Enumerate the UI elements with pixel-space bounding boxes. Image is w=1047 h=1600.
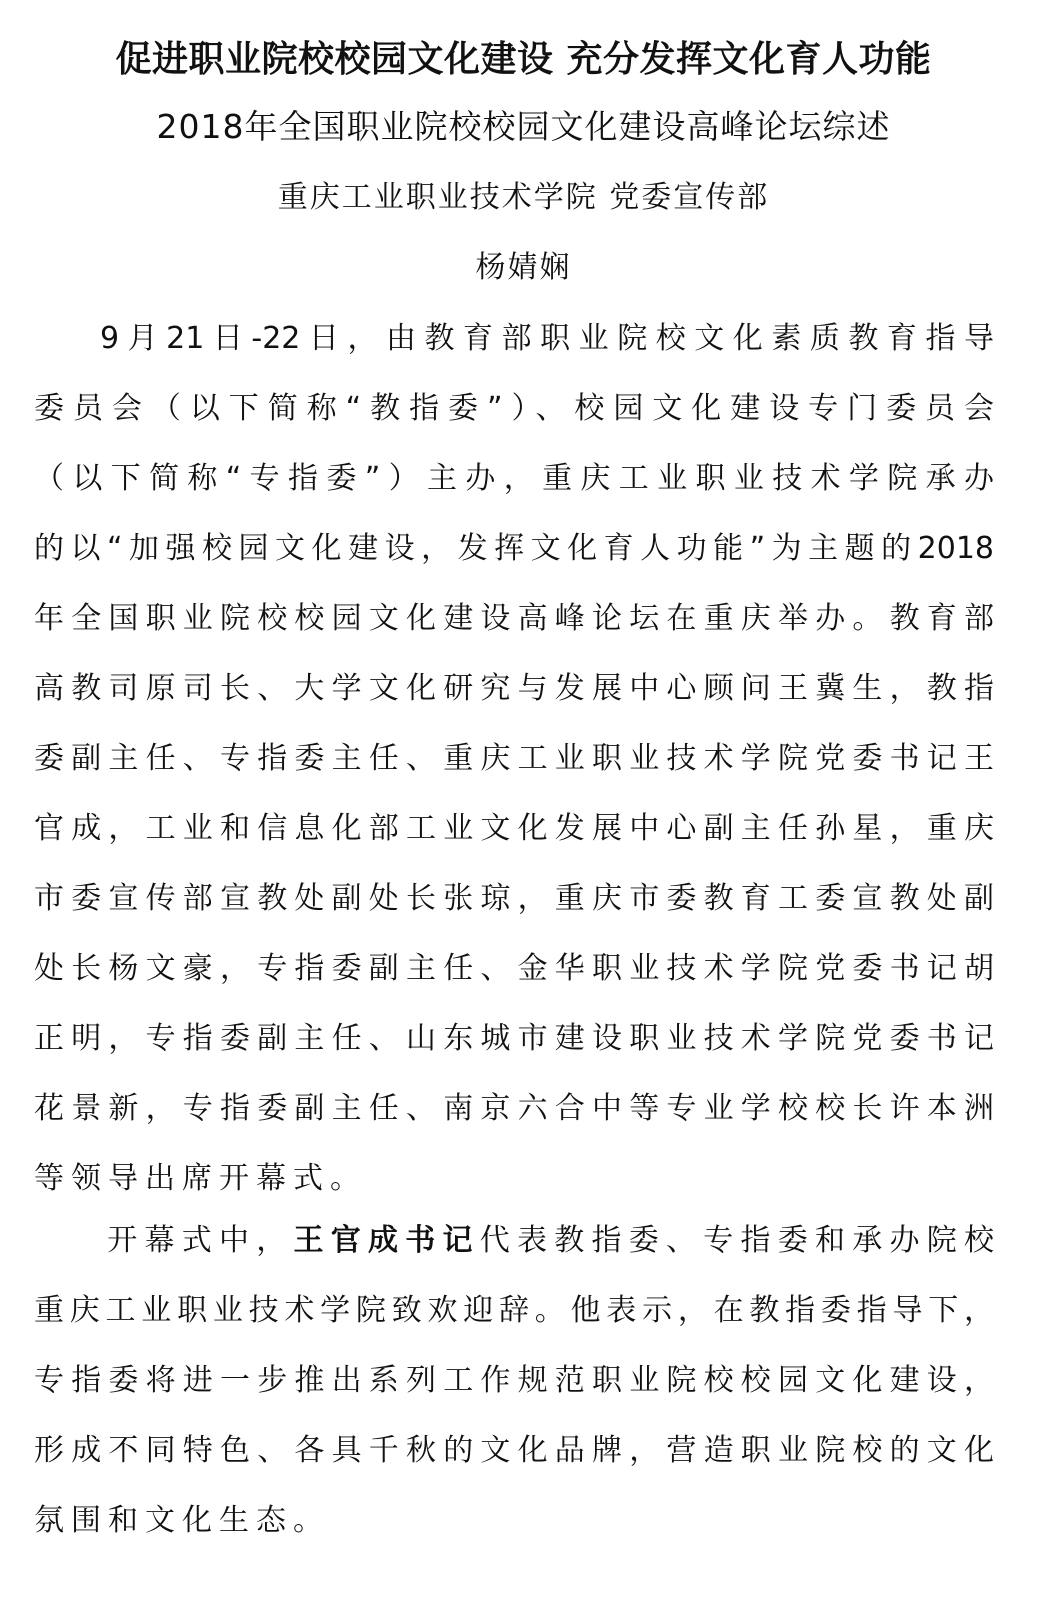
paragraph-line: 氛围和文化生态。	[34, 1503, 330, 1538]
paragraph-line: 正明，专指委副主任、山东城市建设职业技术学院党委书记	[34, 1021, 994, 1056]
paragraph-line: 官成，工业和信息化部工业文化发展中心副主任孙星，重庆	[34, 811, 994, 846]
author-name: 杨婧娴	[475, 250, 572, 285]
highlighted-name: 王官成书记	[293, 1223, 480, 1258]
author-organization: 重庆工业职业技术学院 党委宣传部	[277, 180, 770, 215]
paragraph-line: 等领导出席开幕式。	[34, 1161, 367, 1196]
paragraph-line: 处长杨文豪，专指委副主任、金华职业技术学院党委书记胡	[34, 951, 994, 986]
paragraph-line: 高教司原司长、大学文化研究与发展中心顾问王冀生，教指	[34, 671, 994, 706]
paragraph-line: 重庆工业职业技术学院致欢迎辞。他表示，在教指委指导下，	[34, 1293, 994, 1328]
paragraph-line: 专指委将进一步推出系列工作规范职业院校校园文化建设，	[34, 1363, 994, 1398]
paragraph-line: 年全国职业院校校园文化建设高峰论坛在重庆举办。教育部	[34, 601, 994, 636]
paragraph-line: 委员会（以下简称“教指委”）、校园文化建设专门委员会	[34, 391, 994, 426]
paragraph-line: 的以“加强校园文化建设，发挥文化育人功能”为主题的2018	[34, 531, 994, 566]
paragraph-line: 花景新，专指委副主任、南京六合中等专业学校校长许本洲	[34, 1091, 994, 1126]
paragraph-line	[34, 1206, 994, 1276]
paragraph-line: （以下简称“专指委”）主办，重庆工业职业技术学院承办	[34, 461, 994, 496]
paragraph-line: 委副主任、专指委主任、重庆工业职业技术学院党委书记王	[34, 741, 994, 776]
document-subtitle: 2018年全国职业院校校园文化建设高峰论坛综述	[156, 107, 891, 146]
paragraph-line-text: 9月21日-22日，由教育部职业院校文化素质教育指导	[100, 321, 994, 356]
paragraph-line-prefix: 开幕式中，	[100, 1223, 294, 1258]
paragraph-line: 形成不同特色、各具千秋的文化品牌，营造职业院校的文化	[34, 1433, 994, 1468]
body-paragraph-1	[34, 304, 994, 1214]
document-title: 促进职业院校校园文化建设 充分发挥文化育人功能	[115, 38, 932, 80]
paragraph-line-suffix: 代表教指委、专指委和承办院校	[479, 1223, 994, 1258]
paragraph-line	[34, 304, 994, 374]
body-paragraph-2	[34, 1206, 994, 1556]
paragraph-line: 市委宣传部宣教处副处长张琼，重庆市委教育工委宣教处副	[34, 881, 994, 916]
